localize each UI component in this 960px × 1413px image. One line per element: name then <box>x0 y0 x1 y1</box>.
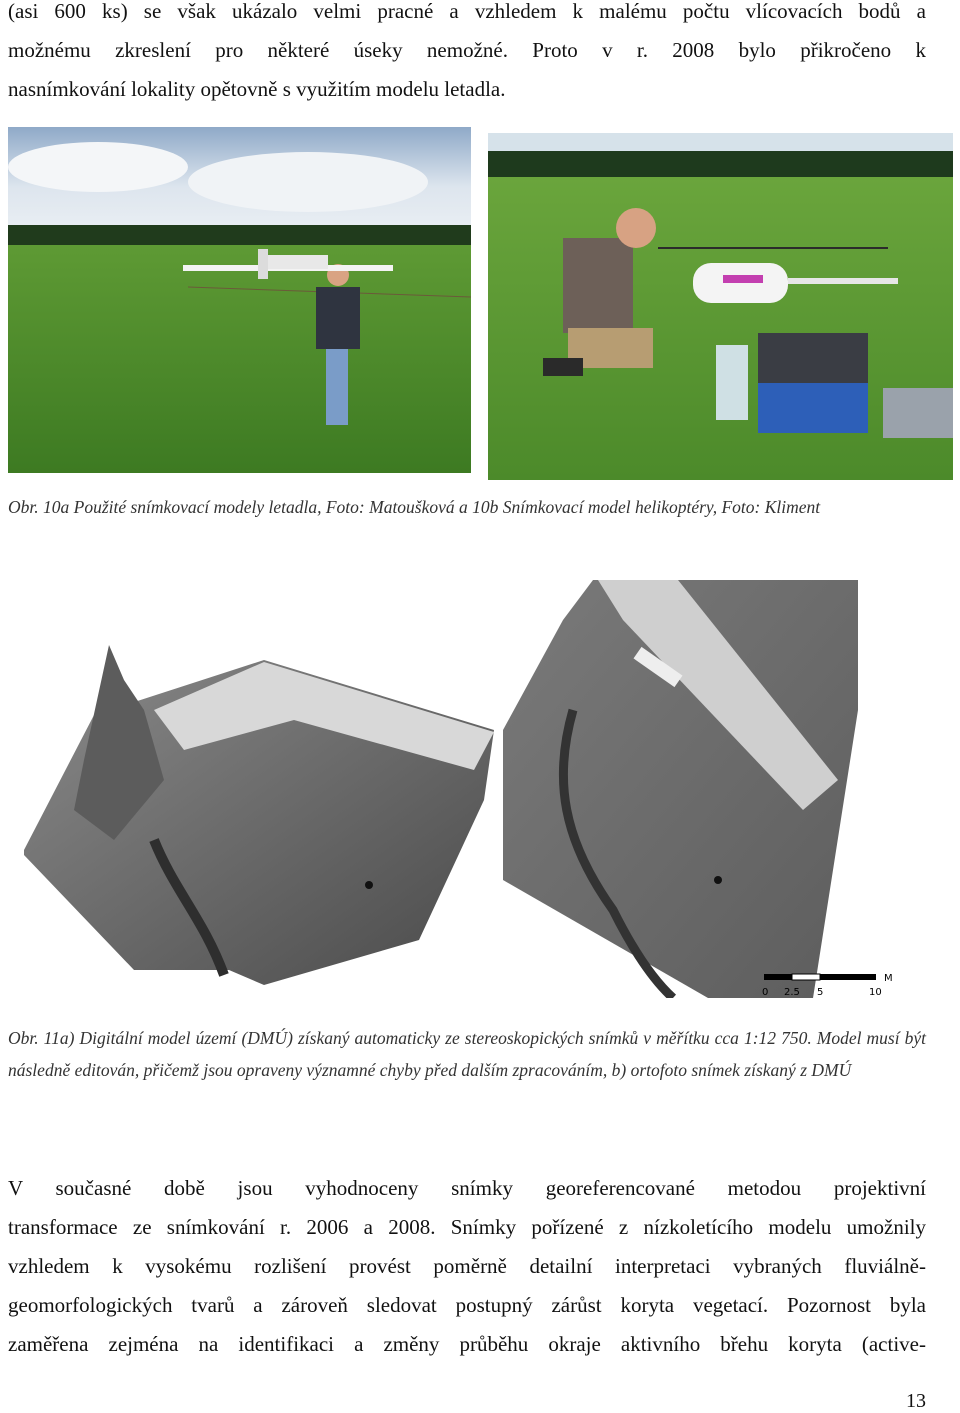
body-line-5: zaměřena zejména na identifikaci a změny průběhu okraje aktivního břehu koryta (active- <box>8 1332 926 1356</box>
scale-bar <box>762 972 892 998</box>
orthophoto-image <box>503 580 858 998</box>
body-line-3: vzhledem k vysokému rozlišení provést poměrně detailní interpretaci vybraných fluviálně- <box>8 1254 926 1278</box>
figure-11-caption: Obr. 11a) Digitální model území (DMÚ) získaný automaticky ze stereoskopických snímků v měřítku cca 1:12 750. Model musí být následně editován, přičemž jsou opraveny významné chyby před dalším zpracováním, b) ortofoto snímek získaný z DMÚ <box>8 1028 926 1080</box>
scale-unit: M <box>884 973 892 984</box>
intro-line-3: nasnímkování lokality opětovně s využitím modelu letadla. <box>8 77 506 101</box>
dem-3d-model-image <box>14 640 499 1002</box>
body-line-4: geomorfologických tvarů a zároveň sledovat postupný zárůst koryta vegetací. Pozornost byla <box>8 1293 926 1317</box>
scale-label-5: 5 <box>817 987 824 998</box>
body-line-1: V současné době jsou vyhodnoceny snímky georeferencované metodou projektivní <box>8 1176 926 1200</box>
intro-line-2: možnému zkreslení pro některé úseky nemožné. Proto v r. 2008 bylo přikročeno k <box>8 38 926 62</box>
photo-airplane-model <box>8 127 471 473</box>
photo-helicopter-model <box>488 133 953 480</box>
figure-10-caption: Obr. 10a Použité snímkovací modely letadla, Foto: Matoušková a 10b Snímkovací model helikoptéry, Foto: Kliment <box>8 497 821 517</box>
scale-label-2-5: 2.5 <box>784 987 800 998</box>
intro-paragraph <box>8 0 926 109</box>
body-line-2: transformace ze snímkování r. 2006 a 2008. Snímky pořízené z nízkoletícího modelu umožnily <box>8 1215 926 1239</box>
page-number: 13 <box>906 1390 926 1412</box>
intro-line-1: (asi 600 ks) se však ukázalo velmi pracné a vzhledem k malému počtu vlícovacích bodů a <box>8 0 926 23</box>
body-paragraph <box>8 1169 926 1364</box>
scale-label-10: 10 <box>869 987 882 998</box>
scale-label-0: 0 <box>762 987 769 998</box>
